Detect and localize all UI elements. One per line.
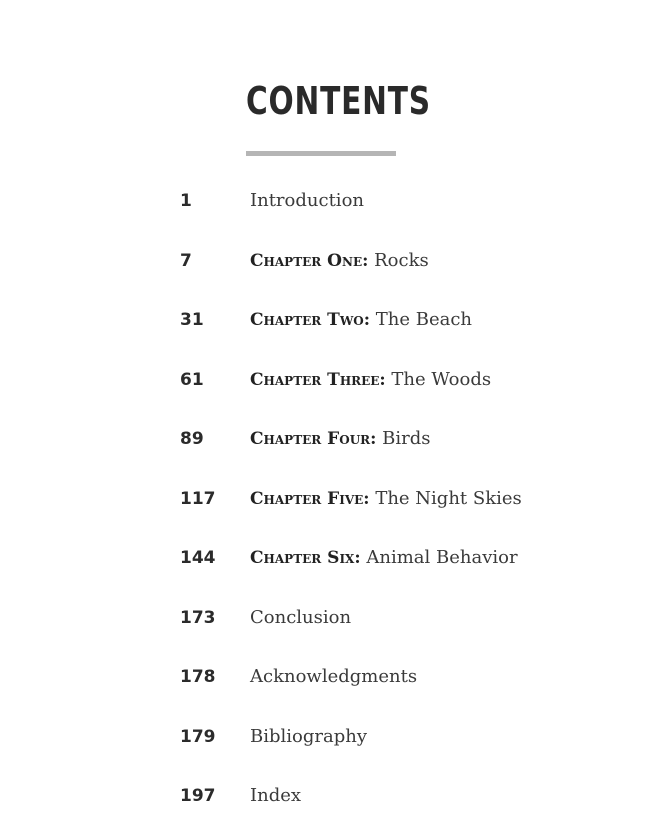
entry-title xyxy=(250,305,472,335)
entry-title xyxy=(250,662,417,692)
entry-title xyxy=(250,781,301,811)
chapter-heading: Chapter Two: xyxy=(250,310,371,330)
entry-label: The Night Skies xyxy=(369,488,522,509)
entry-label: Introduction xyxy=(250,190,364,211)
entry-label: Rocks xyxy=(368,250,429,271)
entry-label: Birds xyxy=(376,428,431,449)
page-number: 178 xyxy=(180,667,216,687)
page-number: 1 xyxy=(180,191,192,211)
toc-entry-acknowledgments[interactable] xyxy=(0,662,666,692)
toc-entry-conclusion[interactable] xyxy=(0,603,666,633)
entry-label: The Beach xyxy=(370,309,473,330)
chapter-heading: Chapter Six: xyxy=(250,548,361,568)
toc-entry-chapter-one[interactable] xyxy=(0,246,666,276)
entry-label: Conclusion xyxy=(250,607,352,628)
entry-label: Index xyxy=(250,785,302,806)
page-number: 144 xyxy=(180,548,216,568)
toc-entry-chapter-three[interactable] xyxy=(0,365,666,395)
page-number: 173 xyxy=(180,608,216,628)
page-number: 89 xyxy=(180,429,204,449)
toc-entry-index[interactable] xyxy=(0,781,666,811)
toc-entry-introduction[interactable] xyxy=(0,186,666,216)
page-number: 197 xyxy=(180,786,216,806)
page-number: 31 xyxy=(180,310,204,330)
entry-title xyxy=(250,424,430,454)
chapter-heading: Chapter Four: xyxy=(250,429,377,449)
entry-title xyxy=(250,603,351,633)
entry-label: Acknowledgments xyxy=(250,666,418,687)
chapter-heading: Chapter Five: xyxy=(250,489,370,509)
entry-title xyxy=(250,484,522,514)
entry-label: The Woods xyxy=(385,369,492,390)
toc-entry-chapter-two[interactable] xyxy=(0,305,666,335)
entry-title xyxy=(250,365,491,395)
page-title: CONTENTS xyxy=(246,79,431,123)
entry-label: Animal Behavior xyxy=(360,547,518,568)
toc-entry-chapter-six[interactable] xyxy=(0,543,666,573)
entry-title xyxy=(250,722,367,752)
entry-label: Bibliography xyxy=(250,726,367,747)
page-number: 61 xyxy=(180,370,204,390)
entry-title xyxy=(250,246,429,276)
chapter-heading: Chapter One: xyxy=(250,251,369,271)
entry-title xyxy=(250,186,364,216)
chapter-heading: Chapter Three: xyxy=(250,370,386,390)
entry-title xyxy=(250,543,518,573)
page-number: 7 xyxy=(180,251,192,271)
page-number: 117 xyxy=(180,489,216,509)
toc-entry-bibliography[interactable] xyxy=(0,722,666,752)
toc-entry-chapter-five[interactable] xyxy=(0,484,666,514)
page-number: 179 xyxy=(180,727,216,747)
toc-entry-chapter-four[interactable] xyxy=(0,424,666,454)
